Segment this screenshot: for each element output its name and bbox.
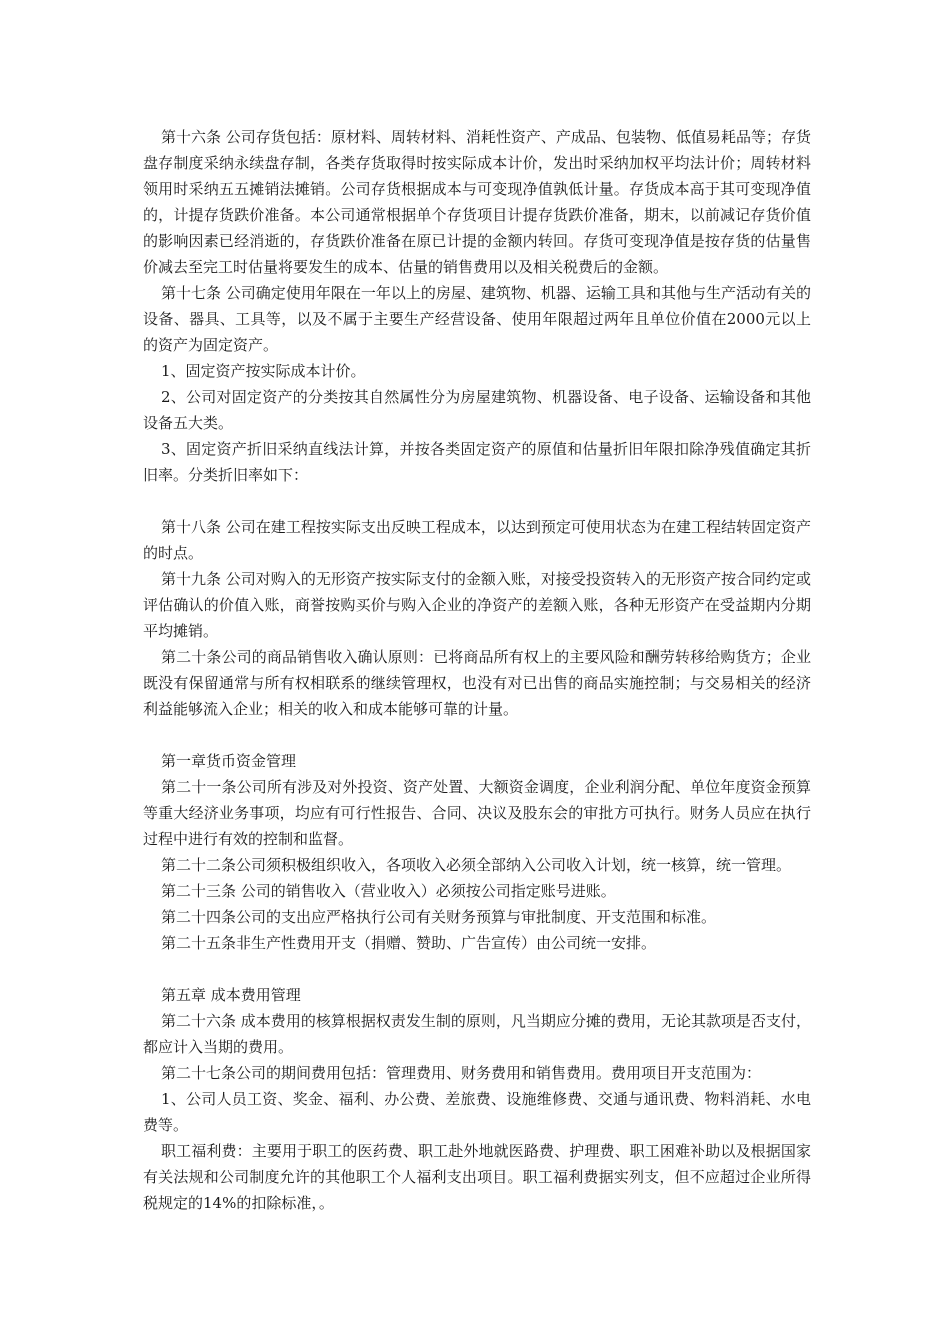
paragraph: 第二十条公司的商品销售收入确认原则：已将商品所有权上的主要风险和酬劳转移给购货方；企业既没有保留通常与所有权相联系的继续管理权，也没有对已出售的商品实施控制；与交易相关的经济利益能够流入企业；相关的收入和成本能够可靠的计量。 [143, 648, 811, 718]
paragraph: 职工福利费：主要用于职工的医药费、职工赴外地就医路费、护理费、职工困难补助以及根据国家有关法规和公司制度允许的其他职工个人福利支出项目。职工福利费据实列支，但不应超过企业所得税规定的14%的扣除标准，。 [143, 1142, 811, 1212]
paragraph: 第十七条 公司确定使用年限在一年以上的房屋、建筑物、机器、运输工具和其他与生产活动有关的设备、器具、工具等，以及不属于主要生产经营设备、使用年限超过两年且单位价值在2000元以上的资产为固定资产。 [143, 284, 811, 354]
paragraph: 第二十三条 公司的销售收入（营业收入）必须按公司指定账号进账。 [161, 882, 616, 900]
paragraph: 2、公司对固定资产的分类按其自然属性分为房屋建筑物、机器设备、电子设备、运输设备和其他设备五大类。 [143, 388, 811, 432]
paragraph: 第二十四条公司的支出应严格执行公司有关财务预算与审批制度、开支范围和标准。 [161, 908, 717, 926]
blank-line [143, 956, 811, 982]
paragraph: 第二十七条公司的期间费用包括：管理费用、财务费用和销售费用。费用项目开支范围为： [161, 1064, 762, 1082]
paragraph: 第十六条 公司存货包括：原材料、周转材料、消耗性资产、产成品、包装物、低值易耗品等；存货盘存制度采纳永续盘存制，各类存货取得时按实际成本计价，发出时采纳加权平均法计价；周转材料领用时采纳五五摊销法摊销。公司存货根据成本与可变现净值孰低计量。存货成本高于其可变现净值的，计提存货跌价准备。本公司通常根据单个存货项目计提存货跌价准备，期末，以前减记存货价值的影响因素已经消逝的，存货跌价准备在原已计提的金额内转回。存货可变现净值是按存货的估量售价减去至完工时估量将要发生的成本、估量的销售费用以及相关税费后的金额。 [143, 128, 811, 276]
paragraph: 第五章 成本费用管理 [161, 986, 301, 1004]
blank-line [143, 488, 811, 514]
paragraph: 第二十一条公司所有涉及对外投资、资产处置、大额资金调度，企业利润分配、单位年度资金预算等重大经济业务事项，均应有可行性报告、合同、决议及股东会的审批方可执行。财务人员应在执行过程中进行有效的控制和监督。 [143, 778, 811, 848]
paragraph: 第一章货币资金管理 [161, 752, 297, 770]
paragraph: 3、固定资产折旧采纳直线法计算，并按各类固定资产的原值和估量折旧年限扣除净残值确定其折旧率。分类折旧率如下： [143, 440, 811, 484]
paragraph: 第十九条 公司对购入的无形资产按实际支付的金额入账，对接受投资转入的无形资产按合同约定或评估确认的价值入账，商誉按购买价与购入企业的净资产的差额入账，各种无形资产在受益期内分期平均摊销。 [143, 570, 811, 640]
paragraph: 1、固定资产按实际成本计价。 [161, 362, 366, 380]
paragraph: 1、公司人员工资、奖金、福利、办公费、差旅费、设施维修费、交通与通讯费、物料消耗、水电费等。 [143, 1090, 811, 1134]
blank-line [143, 722, 811, 748]
paragraph: 第二十五条非生产性费用开支（捐赠、赞助、广告宣传）由公司统一安排。 [161, 934, 657, 952]
document-page [143, 124, 811, 1216]
paragraph: 第二十二条公司须积极组织收入，各项收入必须全部纳入公司收入计划，统一核算，统一管理。 [161, 856, 792, 874]
paragraph: 第十八条 公司在建工程按实际支出反映工程成本，以达到预定可使用状态为在建工程结转固定资产的时点。 [143, 518, 811, 562]
paragraph: 第二十六条 成本费用的核算根据权责发生制的原则，凡当期应分摊的费用，无论其款项是否支付，都应计入当期的费用。 [143, 1012, 811, 1056]
